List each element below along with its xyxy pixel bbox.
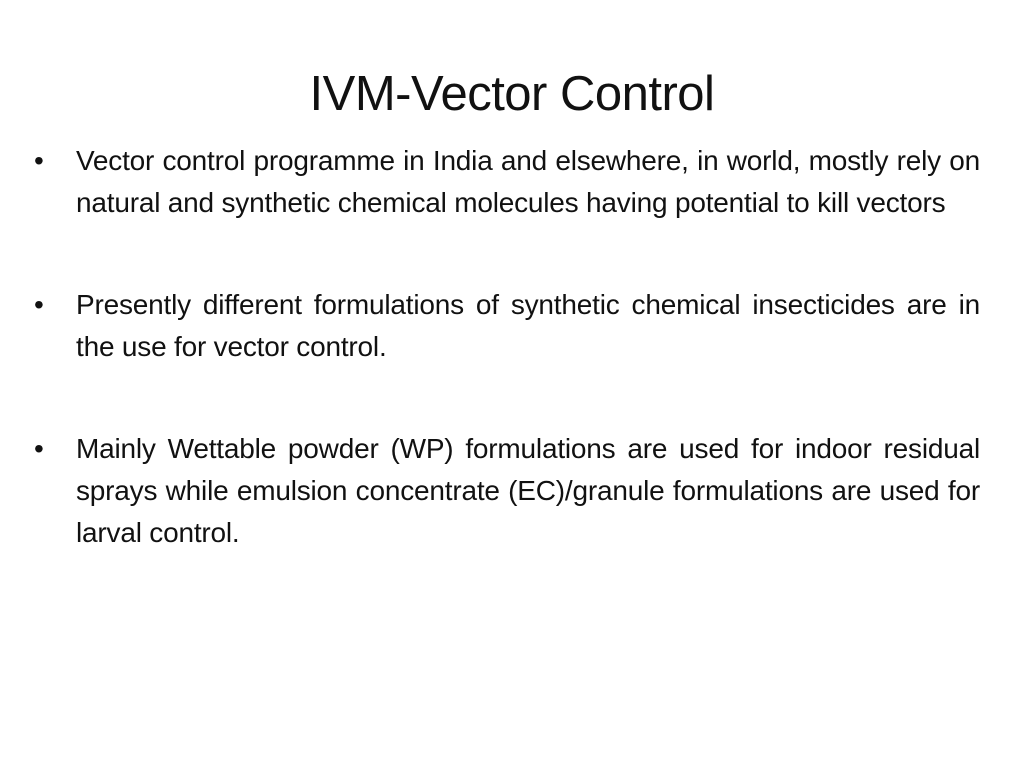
bullet-item bbox=[30, 428, 980, 554]
bullet-marker: • bbox=[34, 433, 44, 464]
bullet-marker: • bbox=[34, 145, 44, 176]
bullet-text: Vector control programme in India and elsewhere, in world, mostly rely on natural and synthetic chemical molecules having potential to kill vectors bbox=[76, 145, 980, 218]
bullet-text: Presently different formulations of synthetic chemical insecticides are in the use for vector control. bbox=[76, 289, 980, 362]
bullet-item bbox=[30, 284, 980, 368]
bullet-item bbox=[30, 140, 980, 224]
bullet-list bbox=[30, 140, 980, 614]
bullet-marker: • bbox=[34, 289, 44, 320]
slide-title: IVM-Vector Control bbox=[309, 67, 715, 121]
bullet-text: Mainly Wettable powder (WP) formulations are used for indoor residual sprays while emulsion concentrate (EC)/granule formulations are used for larval control. bbox=[76, 433, 980, 548]
